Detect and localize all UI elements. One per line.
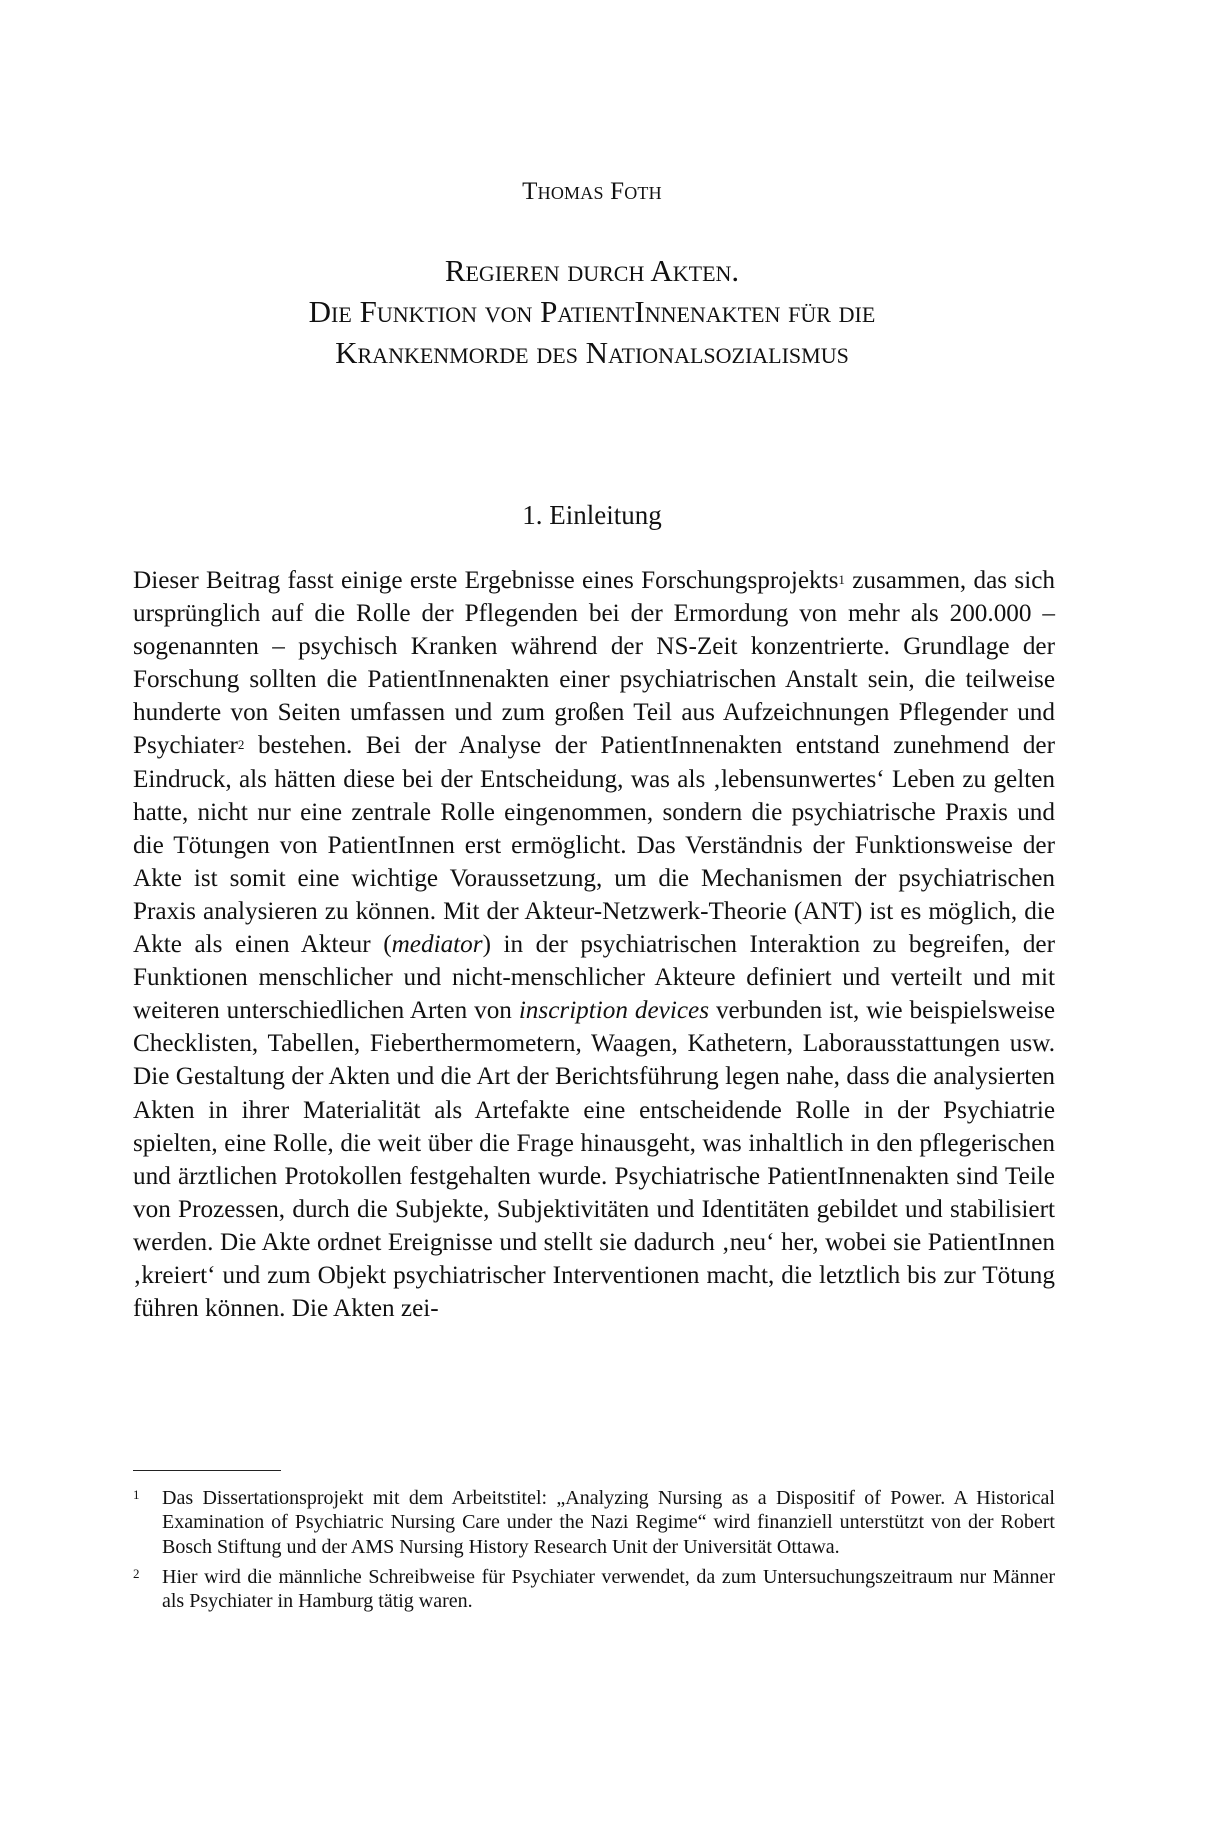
footnote-text: Hier wird die männliche Schreibweise für Psychiater verwendet, da zum Untersuchungszeitraum nur Männer als Psychiater in Hamburg tätig waren. (162, 1565, 1055, 1613)
body-text-segment: bestehen. Bei der Analyse der PatientInnenakten entstand zunehmend der Eindruck, als hätten diese bei der Entscheidung, was als ‚lebensunwertes‘ Leben zu gelten hatte, nicht nur eine zentrale Rolle eingenommen, sondern die psychiatrische Praxis und die Tötungen von PatientInnen erst ermöglicht. Das Verständnis der Funktionsweise der Akte ist somit eine wichtige Voraussetzung, um die Mechanismen der psychiatrischen Praxis analysieren zu können. Mit der Akteur-Netzwerk-Theorie (ANT) ist es möglich, die Akte als einen Akteur ( (133, 732, 1055, 959)
footnote-number: 1 (133, 1487, 140, 1502)
italic-term: inscription devices (518, 997, 710, 1025)
author-name: Thomas Foth (522, 178, 662, 205)
title-line-2: Die Funktion von PatientInnenakten für die (308, 294, 876, 329)
body-text-segment: verbunden ist, wie beispielsweise Checklisten, Tabellen, Fieberthermometern, Waagen, Kathetern, Laborausstattungen usw. Die Gestaltung der Akten und die Art der Berichtsführung legen nahe, dass die analysierten Akten in ihrer Materialität als Artefakte eine entscheidende Rolle in der Psychiatrie spielten, eine Rolle, die weit über die Frage hinausgeht, was inhaltlich in den pflegerischen und ärztlichen Protokollen festgehalten wurde. Psychiatrische PatientInnenakten sind Teile von Prozessen, durch die Subjekte, Subjektivitäten und Identitäten gebildet und stabilisiert werden. Die Akte ordnet Ereignisse und stellt sie dadurch ‚neu‘ her, wobei sie PatientInnen ‚kreiert‘ und zum Objekt psychiatrischer Interventionen macht, die letztlich bis zur Tötung führen können. Die Akten zei- (133, 997, 1056, 1323)
footnote-1 (133, 1486, 1055, 1559)
title-line-1: Regieren durch Akten. (444, 253, 740, 288)
article-title (0, 250, 1184, 373)
body-text-segment: ) in der psychiatrischen Interaktion zu begreifen, der Funktionen menschlicher und nicht-menschlicher Akteure definiert und verteilt und mit weiteren unterschiedlichen Arten von (133, 931, 1055, 1025)
title-line-3: Krankenmorde des Nationalsozialismus (335, 335, 849, 370)
footnotes-section (133, 1486, 1055, 1619)
footnote-divider (133, 1470, 281, 1471)
footnote-reference-2[interactable]: 2 (237, 737, 245, 753)
body-paragraph (133, 564, 1055, 1325)
section-heading: 1. Einleitung (522, 500, 662, 530)
footnote-text: Das Dissertationsprojekt mit dem Arbeitstitel: „Analyzing Nursing as a Dispositif of Power. A Historical Examination of Psychiatric Nursing Care under the Nazi Regime“ wird finanziell unterstützt von der Robert Bosch Stiftung und der AMS Nursing History Research Unit der Universität Ottawa. (162, 1487, 1055, 1558)
footnote-reference-1[interactable]: 1 (838, 572, 845, 587)
body-text-segment: Dieser Beitrag fasst einige erste Ergebnisse eines Forschungsprojekts (133, 567, 839, 594)
italic-term: mediator (391, 931, 483, 959)
footnote-number: 2 (133, 1565, 140, 1581)
body-text-segment: zusammen, das sich ursprünglich auf die Rolle der Pflegenden bei der Ermordung von mehr als 200.000 – sogenannten – psychisch Kranken während der NS-Zeit konzentrierte. Grundlage der Forschung sollten die PatientInnenakten einer psychiatrischen Anstalt sein, die teilweise hunderte von Seiten umfassen und zum großen Teil aus Aufzeichnungen Pflegender und Psychiater (133, 567, 1055, 760)
footnote-2 (133, 1565, 1055, 1614)
